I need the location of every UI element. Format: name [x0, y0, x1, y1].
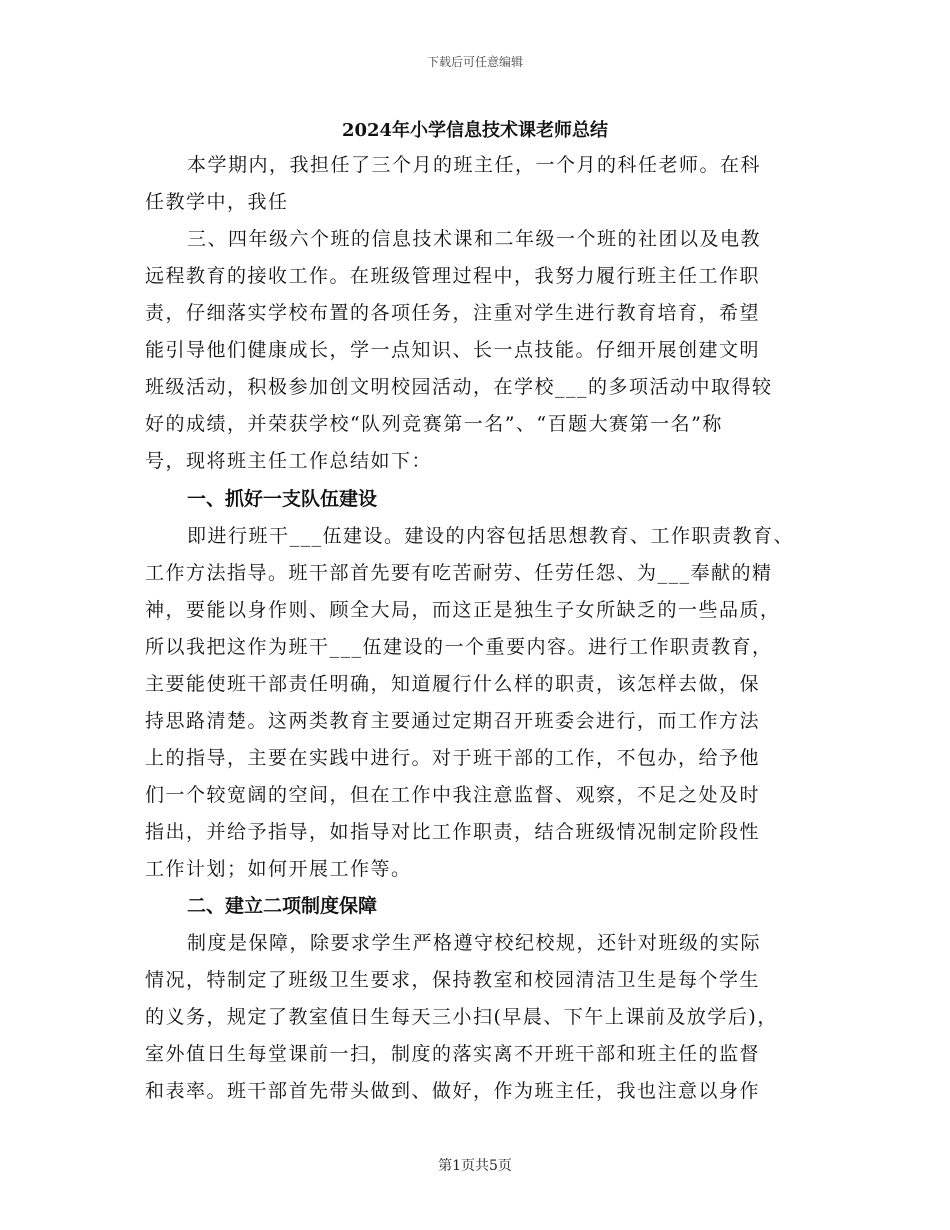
paragraph-line: 工作方法指导。班干部首先要有吃苦耐劳、任劳任怨、为___奉献的精: [145, 562, 773, 584]
paragraph-line: 即进行班干___伍建设。建设的内容包括思想教育、工作职责教育、: [187, 525, 795, 547]
paragraph-line: 远程教育的接收工作。在班级管理过程中，我努力履行班主任工作职: [145, 265, 761, 287]
paragraph-4: [145, 925, 805, 1110]
paragraph-line: 神，要能以身作则、顾全大局，而这正是独生子女所缺乏的一些品质，: [145, 599, 781, 621]
paragraph-line: 情况，特制定了班级卫生要求，保持教室和校园清洁卫生是每个学生: [145, 969, 761, 991]
paragraph-line: 任教学中，我任: [145, 191, 289, 213]
paragraph-line: 上的指导，主要在实践中进行。对于班干部的工作，不包办，给予他: [145, 747, 761, 769]
paragraph-3: [145, 518, 805, 888]
paragraph-line: 号，现将班主任工作总结如下：: [145, 450, 433, 472]
paragraph-line: 能引导他们健康成长，学一点知识、长一点技能。仔细开展创建文明: [145, 339, 761, 361]
paragraph-line: 责，仔细落实学校布置的各项任务，注重对学生进行教育培育，希望: [145, 302, 761, 324]
paragraph-line: 班级活动，积极参加创文明校园活动，在学校___的多项活动中取得较: [145, 376, 773, 398]
header-note: 下载后可任意编辑: [426, 55, 523, 69]
paragraph-line: 指出，并给予指导，如指导对比工作职责，结合班级情况制定阶段性: [145, 821, 761, 843]
page-footer: 第1页共5页: [438, 1158, 512, 1174]
paragraph-line: 和表率。班干部首先带头做到、做好，作为班主任，我也注意以身作: [145, 1080, 761, 1102]
paragraph-line: 主要能使班干部责任明确，知道履行什么样的职责，该怎样去做，保: [145, 673, 761, 695]
paragraph-line: 好的成绩，并荣获学校“队列竞赛第一名”、“百题大赛第一名”称: [145, 413, 723, 435]
paragraph-line: 的义务，规定了教室值日生每天三小扫(早晨、下午上课前及放学后)，: [145, 1006, 778, 1028]
section-heading-2: 二、建立二项制度保障: [187, 895, 378, 917]
paragraph-line: 们一个较宽阔的空间，但在工作中我注意监督、观察，不足之处及时: [145, 784, 761, 806]
paragraph-2: [145, 221, 805, 480]
paragraph-line: 室外值日生每堂课前一扫，制度的落实离不开班干部和班主任的监督: [145, 1043, 761, 1065]
paragraph-line: 三、四年级六个班的信息技术课和二年级一个班的社团以及电教: [187, 228, 762, 250]
paragraph-line: 所以我把这作为班干___伍建设的一个重要内容。进行工作职责教育，: [145, 636, 773, 658]
paragraph-line: 持思路清楚。这两类教育主要通过定期召开班委会进行，而工作方法: [145, 710, 761, 732]
document-title: 2024年小学信息技术课老师总结: [341, 120, 609, 141]
paragraph-1: [145, 147, 805, 221]
section-heading-1: 一、抓好一支队伍建设: [187, 488, 378, 510]
paragraph-line: 制度是保障，除要求学生严格遵守校纪校规，还针对班级的实际: [187, 932, 762, 954]
paragraph-line: 本学期内，我担任了三个月的班主任，一个月的科任老师。在科: [187, 154, 762, 176]
paragraph-line: 工作计划；如何开展工作等。: [145, 858, 412, 880]
